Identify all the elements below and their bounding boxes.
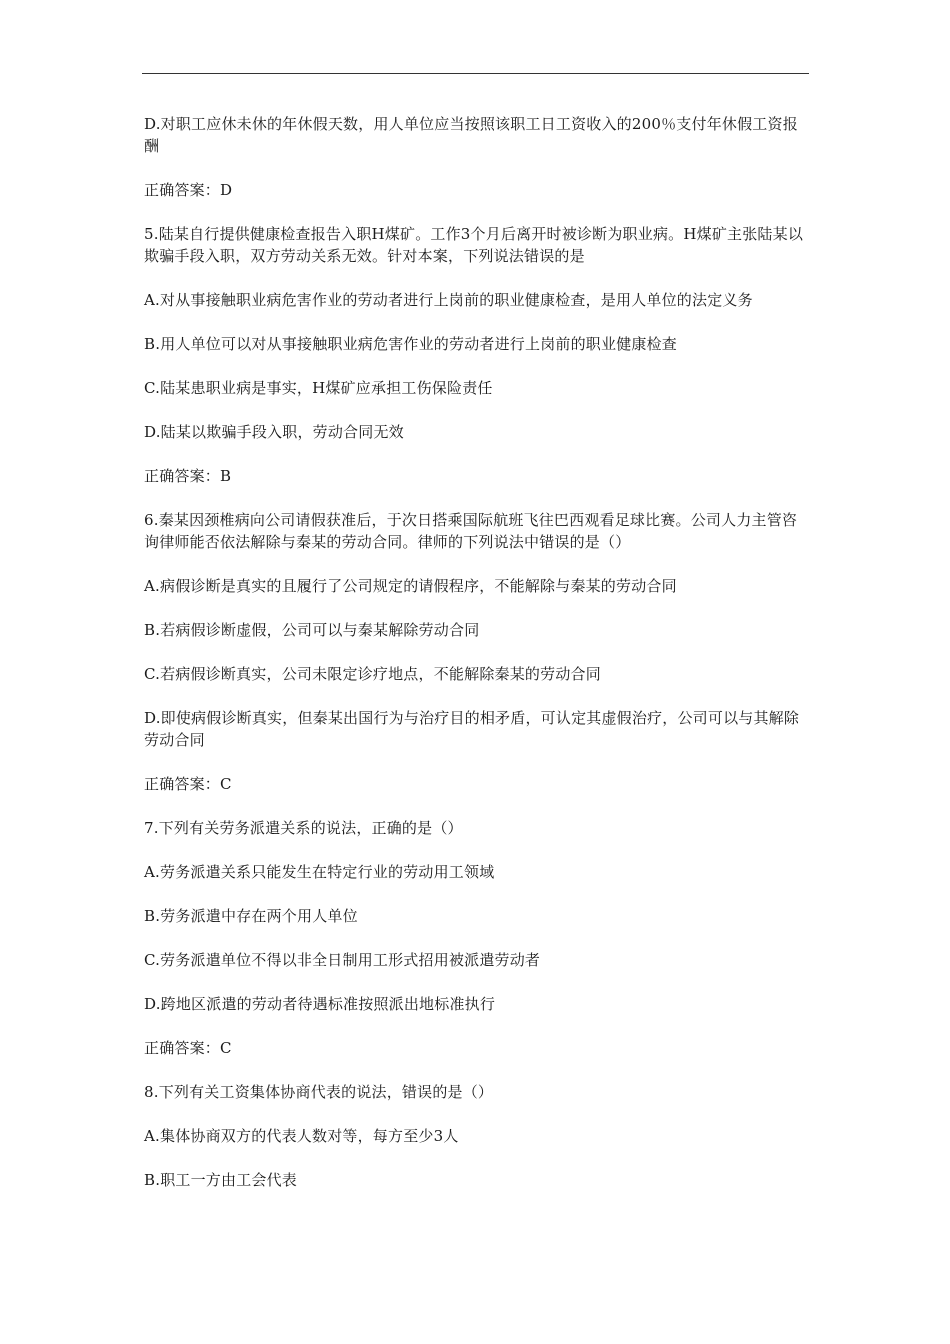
option-d-q5: D.陆某以欺骗手段入职，劳动合同无效: [144, 423, 404, 441]
document-body: [144, 113, 809, 1213]
option-c-q6: C.若病假诊断真实，公司未限定诊疗地点，不能解除秦某的劳动合同: [144, 665, 601, 683]
option-c-q7: C.劳务派遣单位不得以非全日制用工形式招用被派遣劳动者: [144, 951, 541, 969]
option-a-q8: A.集体协商双方的代表人数对等，每方至少3人: [144, 1127, 459, 1145]
question-7: 7.下列有关劳务派遣关系的说法，正确的是（）: [144, 819, 463, 837]
answer-q5: 正确答案：B: [144, 467, 232, 485]
option-b-q7: B.劳务派遣中存在两个用人单位: [144, 907, 358, 925]
option-d-q7: D.跨地区派遣的劳动者待遇标准按照派出地标准执行: [144, 995, 496, 1013]
option-a-q5: A.对从事接触职业病危害作业的劳动者进行上岗前的职业健康检查，是用人单位的法定义务: [144, 291, 753, 309]
option-a-q6: A.病假诊断是真实的且履行了公司规定的请假程序，不能解除与秦某的劳动合同: [144, 577, 677, 595]
header-rule: [142, 73, 809, 74]
question-5: 5.陆某自行提供健康检查报告入职H煤矿。工作3个月后离开时被诊断为职业病。H煤矿主张陆某以欺骗手段入职，双方劳动关系无效。针对本案，下列说法错误的是: [144, 225, 804, 265]
option-c-q5: C.陆某患职业病是事实，H煤矿应承担工伤保险责任: [144, 379, 493, 397]
answer-q7: 正确答案：C: [144, 1039, 232, 1057]
option-d-q4: D.对职工应休未休的年休假天数，用人单位应当按照该职工日工资收入的200％支付年休假工资报酬: [144, 115, 798, 155]
option-b-q8: B.职工一方由工会代表: [144, 1171, 297, 1189]
option-d-q6: D.即使病假诊断真实，但秦某出国行为与治疗目的相矛盾，可认定其虚假治疗，公司可以与其解除劳动合同: [144, 709, 800, 749]
answer-q6: 正确答案：C: [144, 775, 232, 793]
option-a-q7: A.劳务派遣关系只能发生在特定行业的劳动用工领域: [144, 863, 495, 881]
option-b-q6: B.若病假诊断虚假，公司可以与秦某解除劳动合同: [144, 621, 480, 639]
question-8: 8.下列有关工资集体协商代表的说法，错误的是（）: [144, 1083, 494, 1101]
question-6: 6.秦某因颈椎病向公司请假获准后，于次日搭乘国际航班飞往巴西观看足球比赛。公司人力主管咨询律师能否依法解除与秦某的劳动合同。律师的下列说法中错误的是（）: [144, 511, 798, 551]
option-b-q5: B.用人单位可以对从事接触职业病危害作业的劳动者进行上岗前的职业健康检查: [144, 335, 677, 353]
answer-q4: 正确答案：D: [144, 181, 233, 199]
